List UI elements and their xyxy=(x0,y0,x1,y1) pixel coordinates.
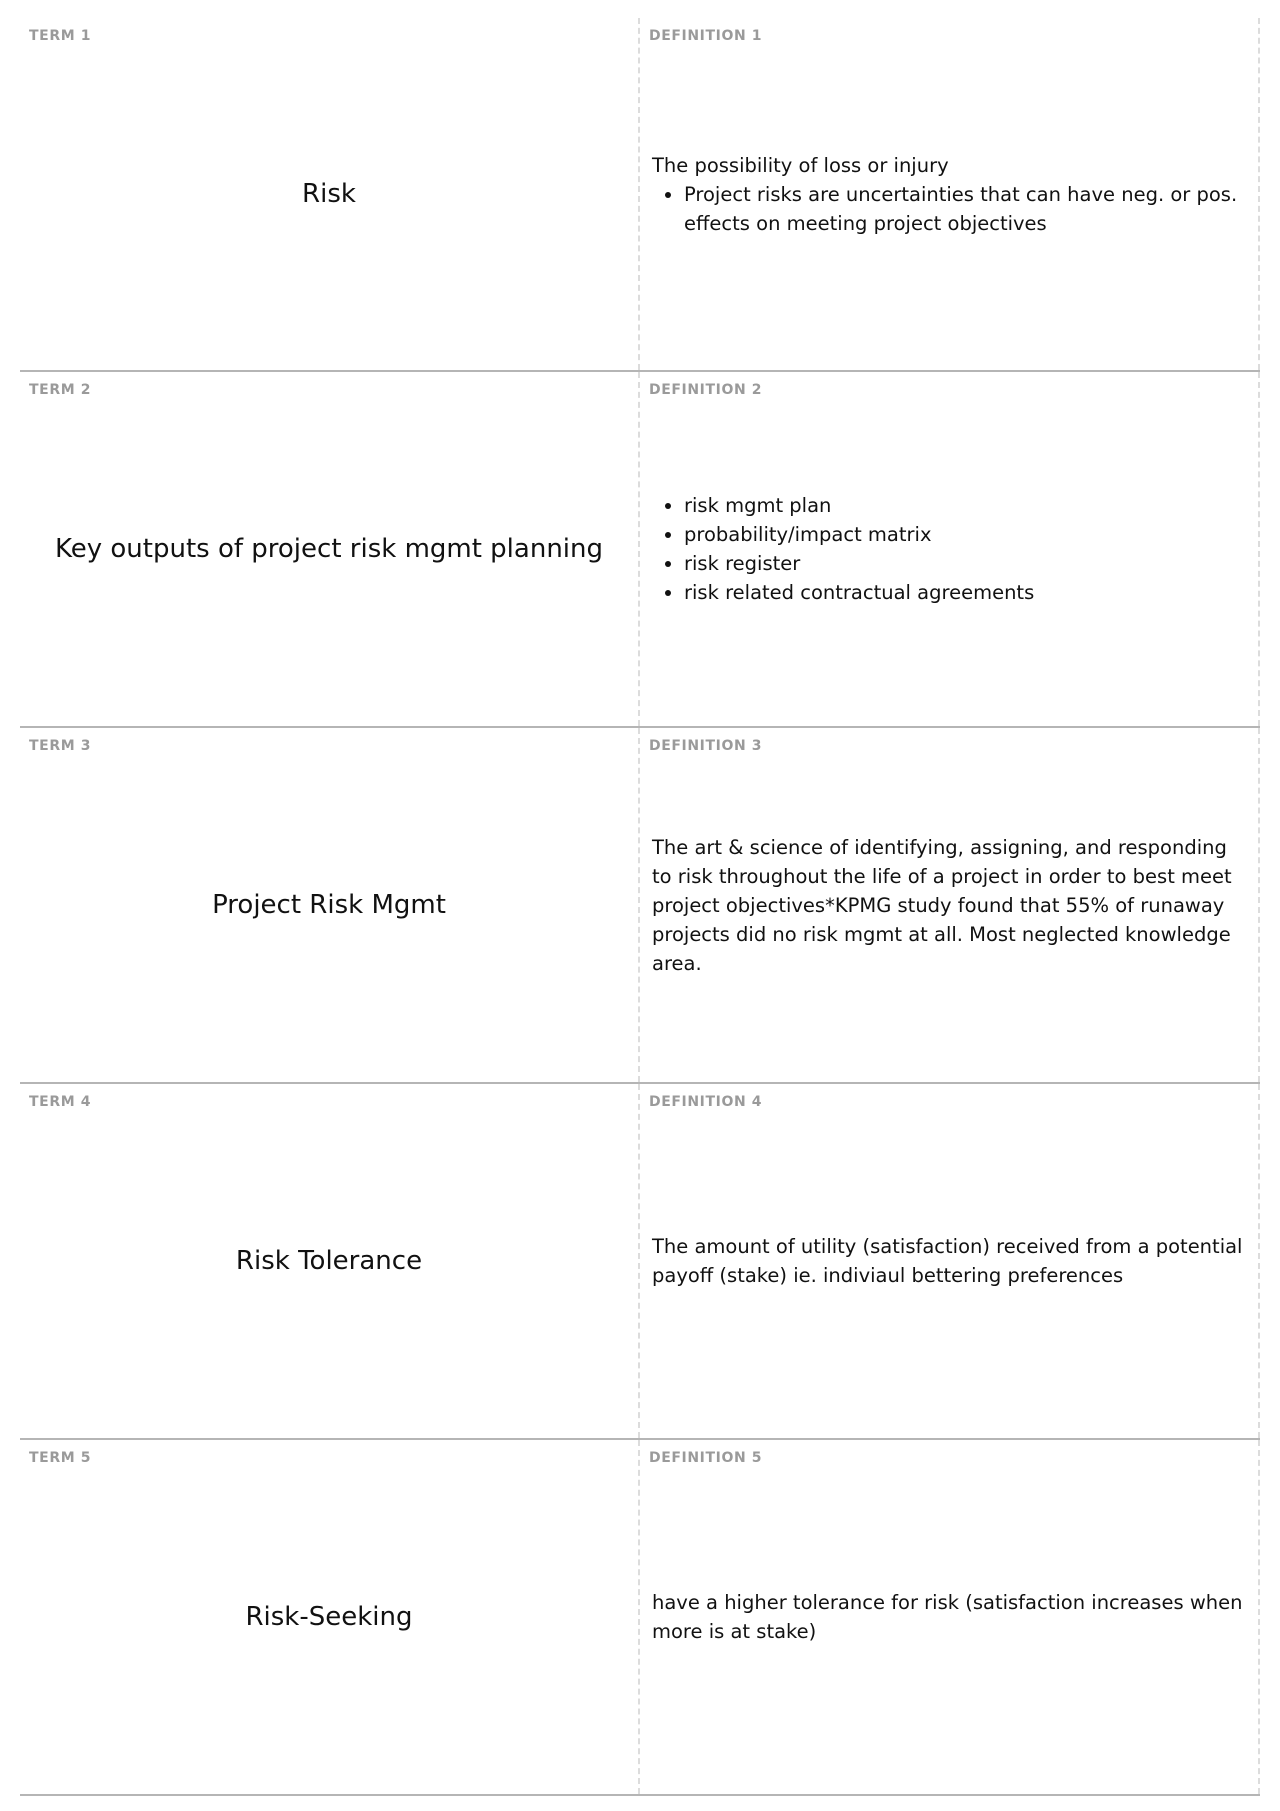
term-text: Project Risk Mgmt xyxy=(212,890,446,920)
term-label: TERM 5 xyxy=(29,1450,92,1466)
definition-cell xyxy=(640,372,1260,726)
term-cell xyxy=(20,1440,640,1794)
term-label: TERM 1 xyxy=(29,28,92,44)
definition-body xyxy=(652,372,1248,726)
definition-text: The art & science of identifying, assigning, and responding to risk throughout the life of a project in order to best meet project objectives*KPMG study found that 55% of runaway projects did no risk mgmt at all. Most neglected knowledge area. xyxy=(652,835,1232,975)
definition-body xyxy=(652,1084,1248,1438)
flashcard-row xyxy=(20,728,1260,1084)
definition-body xyxy=(652,18,1248,370)
definition-list xyxy=(652,491,1248,607)
definition-cell xyxy=(640,728,1260,1082)
term-label: TERM 2 xyxy=(29,382,92,398)
definition-cell xyxy=(640,1440,1260,1794)
definition-bullet: • risk related contractual agreements xyxy=(684,578,1248,607)
term-label: TERM 3 xyxy=(29,738,92,754)
definition-label: DEFINITION 4 xyxy=(649,1094,763,1110)
definition-label: DEFINITION 2 xyxy=(649,382,763,398)
definition-label: DEFINITION 5 xyxy=(649,1450,763,1466)
definition-bullet: • risk mgmt plan xyxy=(684,491,1248,520)
flashcard-row xyxy=(20,18,1260,372)
definition-bullet: • risk register xyxy=(684,549,1248,578)
definition-bullet: • Project risks are uncertainties that can have neg. or pos. effects on meeting project objectives xyxy=(684,180,1248,238)
term-text: Key outputs of project risk mgmt planning xyxy=(54,534,604,564)
definition-text: The possibility of loss or injury xyxy=(652,153,949,177)
definition-cell xyxy=(640,1084,1260,1438)
flashcard-row xyxy=(20,1084,1260,1440)
term-label: TERM 4 xyxy=(29,1094,92,1110)
definition-label: DEFINITION 1 xyxy=(649,28,763,44)
definition-list xyxy=(652,180,1248,238)
flashcard-sheet xyxy=(20,18,1260,1796)
term-text: Risk Tolerance xyxy=(235,1246,423,1276)
definition-cell xyxy=(640,18,1260,370)
definition-label: DEFINITION 3 xyxy=(649,738,763,754)
term-cell xyxy=(20,18,640,370)
term-text: Risk-Seeking xyxy=(245,1602,413,1632)
flashcard-row xyxy=(20,1440,1260,1796)
term-cell xyxy=(20,1084,640,1438)
definition-text: The amount of utility (satisfaction) received from a potential payoff (stake) ie. indiviaul bettering preferences xyxy=(652,1235,1243,1287)
definition-text: have a higher tolerance for risk (satisfaction increases when more is at stake) xyxy=(652,1591,1243,1643)
definition-bullet: • probability/impact matrix xyxy=(684,520,1248,549)
flashcard-row xyxy=(20,372,1260,728)
term-cell xyxy=(20,372,640,726)
term-cell xyxy=(20,728,640,1082)
definition-body xyxy=(652,1440,1248,1794)
definition-body xyxy=(652,728,1248,1082)
term-text: Risk xyxy=(302,179,356,209)
